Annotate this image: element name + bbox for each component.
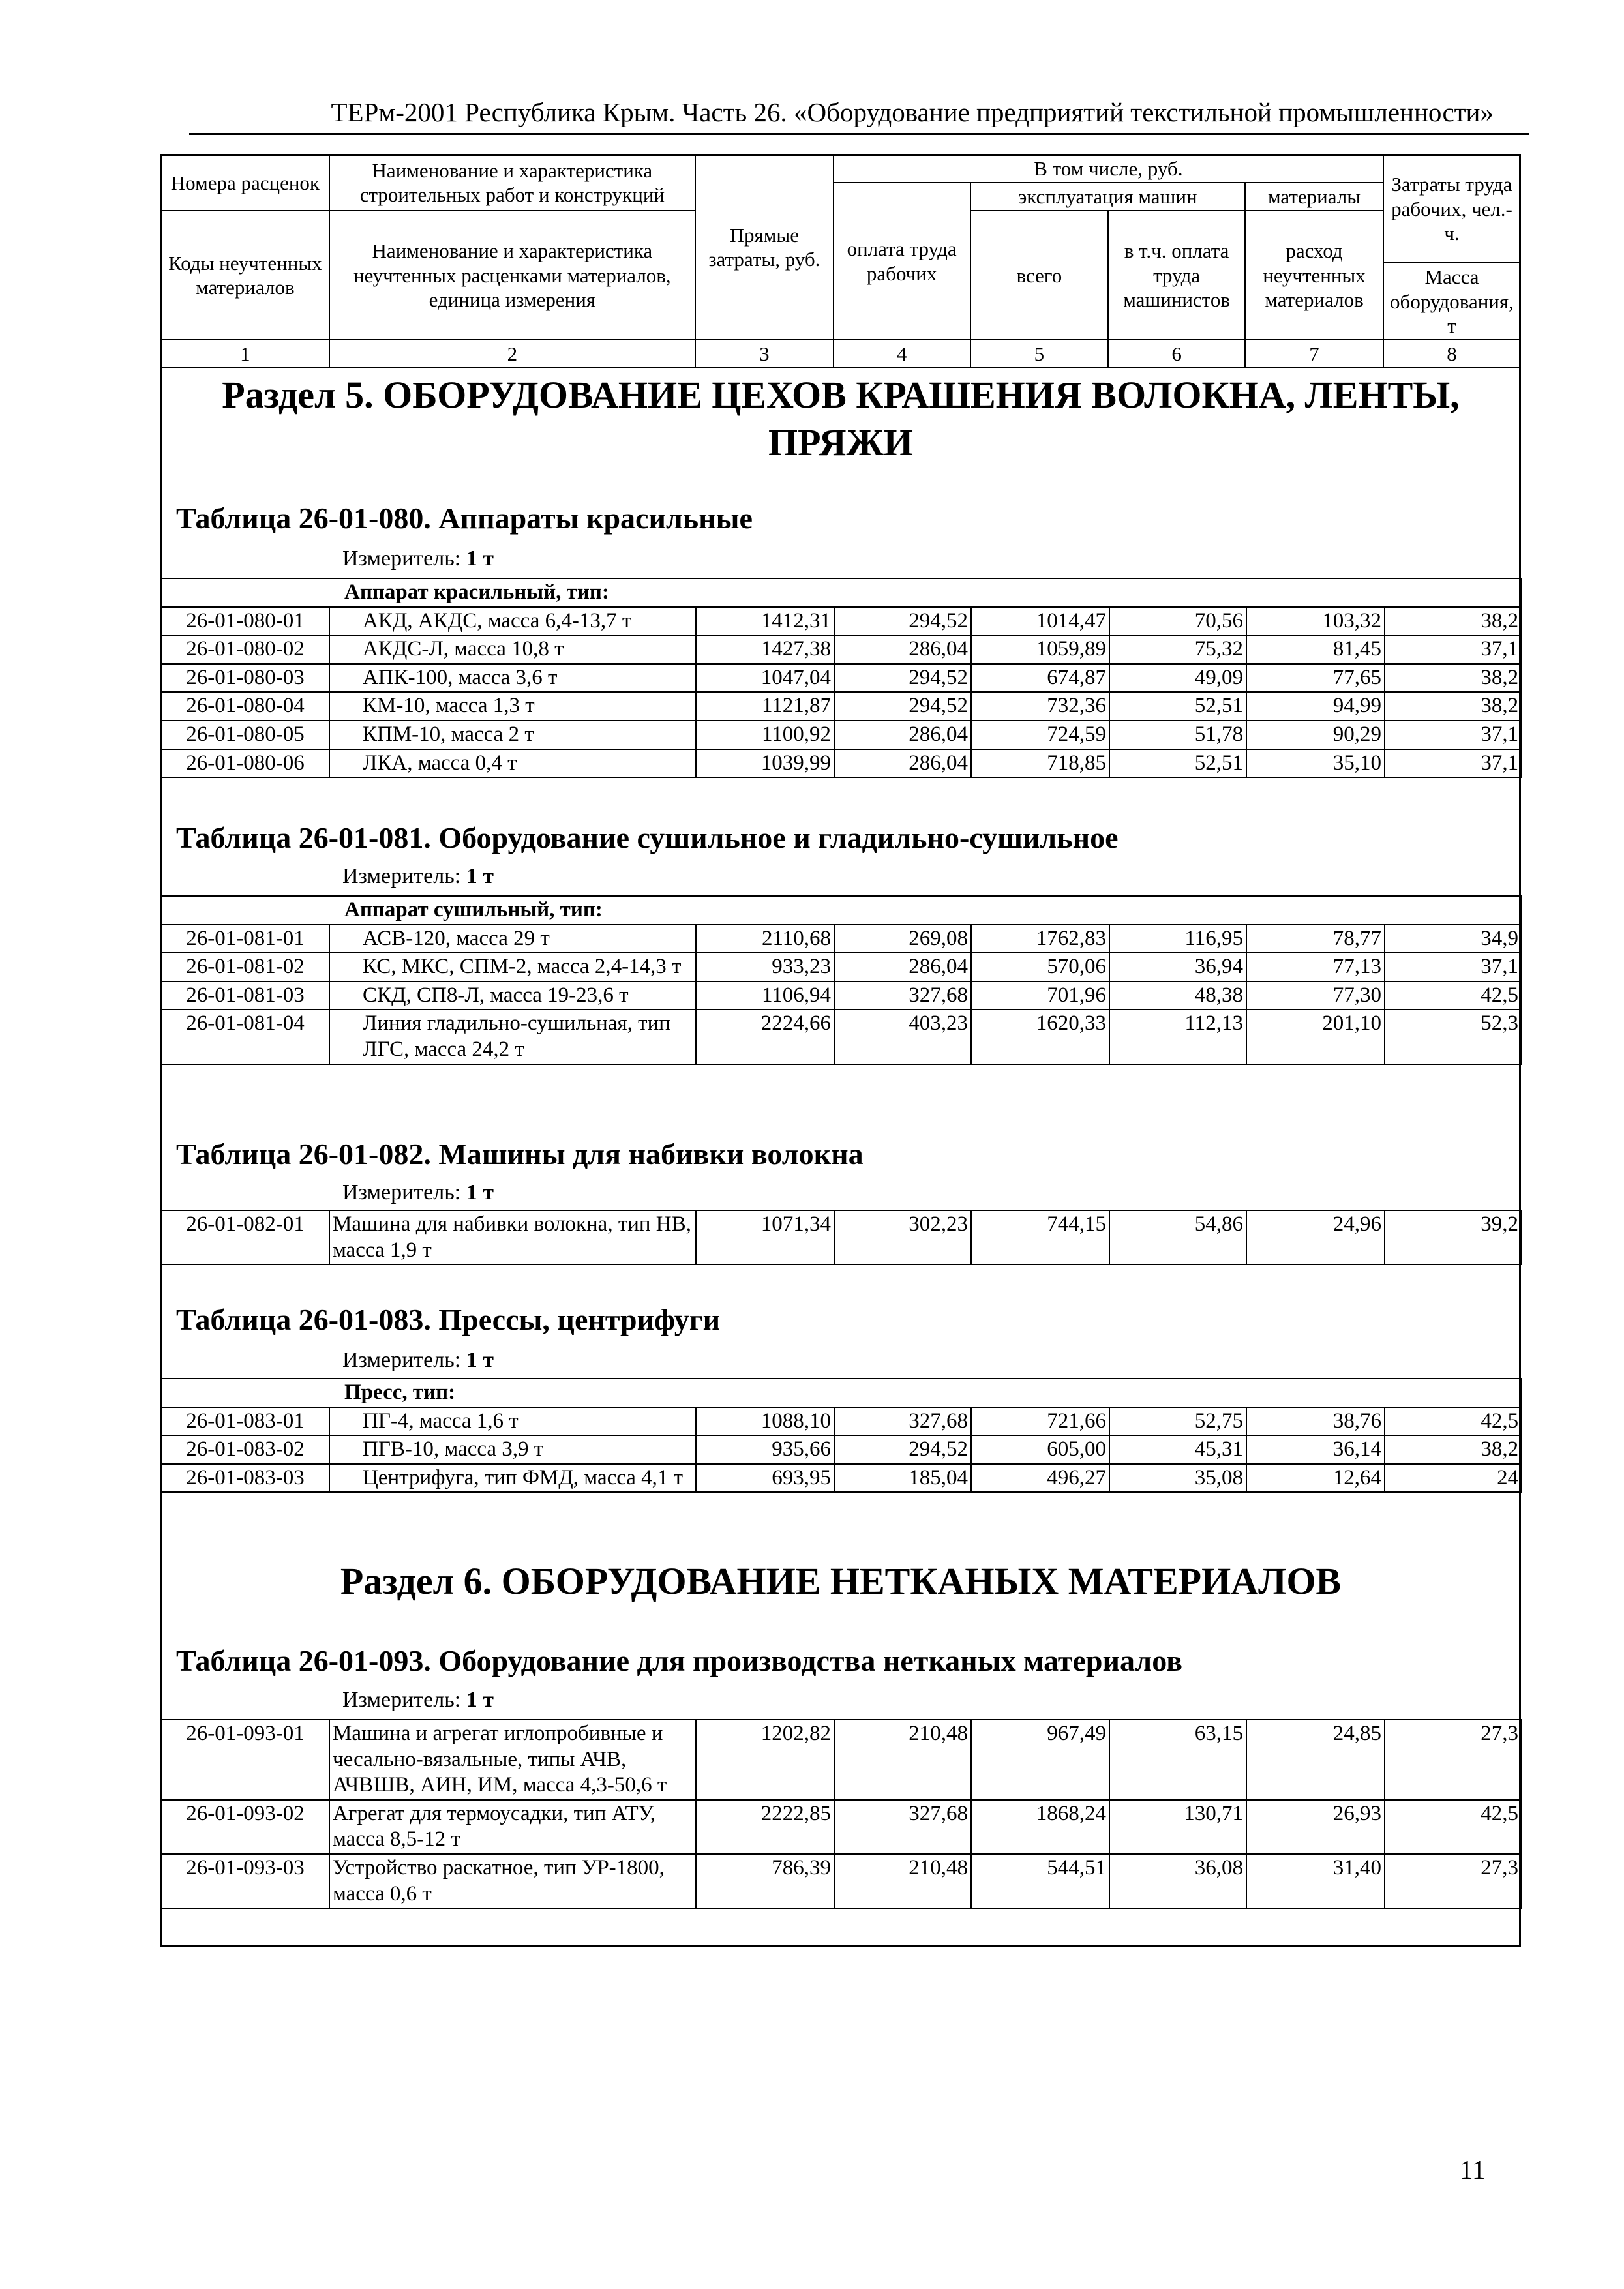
section-5-title: Раздел 5. ОБОРУДОВАНИЕ ЦЕХОВ КРАШЕНИЯ ВОЛОКНА, ЛЕНТЫ, ПРЯЖИ (222, 374, 1460, 464)
operator-cost-cell: 48,38 (1109, 981, 1246, 1010)
labor-cost-cell: 286,04 (834, 953, 971, 981)
table-row (161, 1407, 1522, 1436)
labor-cost-cell: 286,04 (834, 635, 971, 664)
material-cost-cell: 35,10 (1246, 749, 1385, 778)
direct-cost-cell: 1427,38 (696, 635, 834, 664)
machine-cost-cell: 674,87 (971, 664, 1109, 693)
machine-cost-cell: 967,49 (971, 1720, 1109, 1800)
labor-hours-cell: 38,2 (1385, 692, 1522, 721)
col-number-3: 3 (695, 340, 834, 368)
table-row (161, 953, 1522, 981)
group-label: Пресс, тип: (161, 1379, 1522, 1407)
work-name-cell: КМ-10, масса 1,3 т (329, 692, 696, 721)
col-number-1: 1 (161, 340, 329, 368)
table-row (161, 1464, 1522, 1493)
machine-cost-cell: 1014,47 (971, 607, 1109, 636)
col2-top-header: Наименование и характеристика строительных работ и конструкций (329, 155, 695, 211)
col1-bottom-header: Коды неучтенных материалов (161, 211, 329, 340)
machine-cost-cell: 1059,89 (971, 635, 1109, 664)
unit-label: Измеритель: (342, 1180, 461, 1204)
direct-cost-cell: 786,39 (696, 1854, 834, 1908)
rate-code-cell: 26-01-081-01 (161, 925, 329, 953)
labor-hours-cell: 52,3 (1385, 1010, 1522, 1064)
rate-code-cell: 26-01-083-01 (161, 1407, 329, 1436)
direct-cost-cell: 1039,99 (696, 749, 834, 778)
direct-cost-cell: 1100,92 (696, 721, 834, 749)
table-row (161, 1720, 1522, 1800)
table-row (161, 635, 1522, 664)
labor-hours-cell: 34,9 (1385, 925, 1522, 953)
table-row (161, 1800, 1522, 1854)
col8-top-header: Затраты труда рабочих, чел.-ч. (1383, 155, 1520, 263)
table-row (161, 607, 1522, 636)
labor-cost-cell: 294,52 (834, 664, 971, 693)
running-header: ТЕРм-2001 Республика Крым. Часть 26. «Оборудование предприятий текстильной промышленности» (331, 97, 1494, 127)
material-cost-cell: 12,64 (1246, 1464, 1385, 1493)
direct-cost-cell: 2222,85 (696, 1800, 834, 1854)
unit-label: Измеритель: (342, 864, 461, 888)
operator-cost-cell: 54,86 (1109, 1210, 1246, 1264)
operator-cost-cell: 36,94 (1109, 953, 1246, 981)
group-row (161, 1379, 1522, 1407)
unit-label: Измеритель: (342, 1688, 461, 1712)
direct-cost-cell: 935,66 (696, 1435, 834, 1464)
material-cost-cell: 77,13 (1246, 953, 1385, 981)
labor-hours-cell: 37,1 (1385, 635, 1522, 664)
material-cost-cell: 31,40 (1246, 1854, 1385, 1908)
machine-cost-cell: 718,85 (971, 749, 1109, 778)
machine-cost-cell: 724,59 (971, 721, 1109, 749)
unit-value: 1 т (466, 546, 494, 571)
direct-cost-cell: 1412,31 (696, 607, 834, 636)
operator-cost-cell: 63,15 (1109, 1720, 1246, 1800)
rate-code-cell: 26-01-081-02 (161, 953, 329, 981)
unit-label: Измеритель: (342, 546, 461, 571)
operator-cost-cell: 52,51 (1109, 692, 1246, 721)
work-name-cell: ПГ-4, масса 1,6 т (329, 1407, 696, 1436)
direct-cost-cell: 2110,68 (696, 925, 834, 953)
unit-value: 1 т (466, 1180, 494, 1204)
machine-cost-cell: 1620,33 (971, 1010, 1109, 1064)
rate-code-cell: 26-01-082-01 (161, 1210, 329, 1264)
labor-cost-cell: 286,04 (834, 721, 971, 749)
table-083-unit (342, 1348, 494, 1373)
work-name-cell: АСВ-120, масса 29 т (329, 925, 696, 953)
col7-bottom-header: расход неучтенных материалов (1245, 211, 1383, 340)
labor-hours-cell: 39,2 (1385, 1210, 1522, 1264)
labor-cost-cell: 302,23 (834, 1210, 971, 1264)
labor-hours-cell: 37,1 (1385, 721, 1522, 749)
col-number-2: 2 (329, 340, 695, 368)
col7-top-header: материалы (1245, 183, 1383, 211)
table-row (161, 721, 1522, 749)
col-number-8: 8 (1383, 340, 1520, 368)
col4-header: оплата труда рабочих (834, 183, 970, 340)
rate-code-cell: 26-01-093-02 (161, 1800, 329, 1854)
operator-cost-cell: 36,08 (1109, 1854, 1246, 1908)
table-row (161, 692, 1522, 721)
machine-cost-cell: 744,15 (971, 1210, 1109, 1264)
rate-code-cell: 26-01-083-02 (161, 1435, 329, 1464)
column-header-table (160, 154, 1521, 368)
labor-cost-cell: 327,68 (834, 1407, 971, 1436)
table-083 (160, 1378, 1522, 1493)
table-row (161, 664, 1522, 693)
table-row (161, 1210, 1522, 1264)
rate-code-cell: 26-01-080-04 (161, 692, 329, 721)
operator-cost-cell: 130,71 (1109, 1800, 1246, 1854)
work-name-cell: АПК-100, масса 3,6 т (329, 664, 696, 693)
col5-header: всего (970, 211, 1109, 340)
table-080 (160, 578, 1522, 778)
material-cost-cell: 36,14 (1246, 1435, 1385, 1464)
group-label: Аппарат красильный, тип: (161, 578, 1522, 607)
operator-cost-cell: 112,13 (1109, 1010, 1246, 1064)
operator-cost-cell: 49,09 (1109, 664, 1246, 693)
table-093-title: Таблица 26-01-093. Оборудование для производства нетканых материалов (176, 1644, 1182, 1677)
labor-cost-cell: 294,52 (834, 692, 971, 721)
col-number-4: 4 (834, 340, 970, 368)
work-name-cell: Устройство раскатное, тип УР-1800, масса 0,6 т (329, 1854, 696, 1908)
section-6-title: Раздел 6. ОБОРУДОВАНИЕ НЕТКАНЫХ МАТЕРИАЛОВ (340, 1560, 1342, 1602)
direct-cost-cell: 1202,82 (696, 1720, 834, 1800)
labor-hours-cell: 42,5 (1385, 981, 1522, 1010)
machine-cost-cell: 1868,24 (971, 1800, 1109, 1854)
material-cost-cell: 78,77 (1246, 925, 1385, 953)
table-row (161, 1010, 1522, 1064)
machine-cost-cell: 605,00 (971, 1435, 1109, 1464)
direct-cost-cell: 2224,66 (696, 1010, 834, 1064)
direct-cost-cell: 1071,34 (696, 1210, 834, 1264)
header-rule (189, 133, 1529, 135)
machine-cost-cell: 1762,83 (971, 925, 1109, 953)
direct-cost-cell: 693,95 (696, 1464, 834, 1493)
work-name-cell: ЛКА, масса 0,4 т (329, 749, 696, 778)
col6-header: в т.ч. оплата труда машинистов (1108, 211, 1245, 340)
labor-hours-cell: 27,3 (1385, 1720, 1522, 1800)
machine-cost-cell: 570,06 (971, 953, 1109, 981)
work-name-cell: КПМ-10, масса 2 т (329, 721, 696, 749)
rate-code-cell: 26-01-083-03 (161, 1464, 329, 1493)
operator-cost-cell: 45,31 (1109, 1435, 1246, 1464)
table-082-unit (342, 1180, 494, 1205)
material-cost-cell: 77,65 (1246, 664, 1385, 693)
table-row (161, 1854, 1522, 1908)
rate-code-cell: 26-01-093-03 (161, 1854, 329, 1908)
operator-cost-cell: 75,32 (1109, 635, 1246, 664)
material-cost-cell: 38,76 (1246, 1407, 1385, 1436)
labor-hours-cell: 38,2 (1385, 664, 1522, 693)
col-number-7: 7 (1245, 340, 1383, 368)
labor-hours-cell: 24 (1385, 1464, 1522, 1493)
col2-bottom-header: Наименование и характеристика неучтенных расценками материалов, единица измерения (329, 211, 695, 340)
col3-header: Прямые затраты, руб. (695, 155, 834, 340)
labor-cost-cell: 327,68 (834, 981, 971, 1010)
group-row (161, 578, 1522, 607)
machines-header: эксплуатация машин (970, 183, 1246, 211)
direct-cost-cell: 1106,94 (696, 981, 834, 1010)
labor-hours-cell: 27,3 (1385, 1854, 1522, 1908)
labor-cost-cell: 403,23 (834, 1010, 971, 1064)
material-cost-cell: 81,45 (1246, 635, 1385, 664)
work-name-cell: СКД, СП8-Л, масса 19-23,6 т (329, 981, 696, 1010)
labor-cost-cell: 210,48 (834, 1854, 971, 1908)
labor-cost-cell: 185,04 (834, 1464, 971, 1493)
material-cost-cell: 77,30 (1246, 981, 1385, 1010)
incl-header: В том числе, руб. (834, 155, 1383, 183)
machine-cost-cell: 544,51 (971, 1854, 1109, 1908)
work-name-cell: КС, МКС, СПМ-2, масса 2,4-14,3 т (329, 953, 696, 981)
unit-value: 1 т (466, 1688, 494, 1712)
rate-code-cell: 26-01-093-01 (161, 1720, 329, 1800)
direct-cost-cell: 1047,04 (696, 664, 834, 693)
operator-cost-cell: 70,56 (1109, 607, 1246, 636)
table-093-unit (342, 1688, 494, 1713)
group-row (161, 896, 1522, 925)
work-name-cell: АКДС-Л, масса 10,8 т (329, 635, 696, 664)
col-number-5: 5 (970, 340, 1109, 368)
direct-cost-cell: 1088,10 (696, 1407, 834, 1436)
labor-cost-cell: 294,52 (834, 1435, 971, 1464)
labor-hours-cell: 37,1 (1385, 749, 1522, 778)
work-name-cell: Линия гладильно-сушильная, тип ЛГС, масса 24,2 т (329, 1010, 696, 1064)
labor-cost-cell: 210,48 (834, 1720, 971, 1800)
operator-cost-cell: 35,08 (1109, 1464, 1246, 1493)
machine-cost-cell: 701,96 (971, 981, 1109, 1010)
labor-cost-cell: 269,08 (834, 925, 971, 953)
table-080-unit (342, 546, 494, 571)
work-name-cell: Машина и агрегат иглопробивные и чесально-вязальные, типы АЧВ, АЧВШВ, АИН, ИМ, масса 4,3-50,6 т (329, 1720, 696, 1800)
material-cost-cell: 26,93 (1246, 1800, 1385, 1854)
material-cost-cell: 94,99 (1246, 692, 1385, 721)
rate-code-cell: 26-01-080-02 (161, 635, 329, 664)
operator-cost-cell: 116,95 (1109, 925, 1246, 953)
work-name-cell: Машина для набивки волокна, тип НВ, масса 1,9 т (329, 1210, 696, 1264)
machine-cost-cell: 721,66 (971, 1407, 1109, 1436)
table-093 (160, 1719, 1522, 1909)
col-number-6: 6 (1108, 340, 1245, 368)
material-cost-cell: 24,85 (1246, 1720, 1385, 1800)
table-081-unit (342, 864, 494, 889)
work-name-cell: Центрифуга, тип ФМД, масса 4,1 т (329, 1464, 696, 1493)
page-number: 11 (1460, 2155, 1486, 2185)
machine-cost-cell: 496,27 (971, 1464, 1109, 1493)
work-name-cell: АКД, АКДС, масса 6,4-13,7 т (329, 607, 696, 636)
work-name-cell: Агрегат для термоусадки, тип АТУ, масса 8,5-12 т (329, 1800, 696, 1854)
unit-label: Измеритель: (342, 1348, 461, 1372)
labor-hours-cell: 38,2 (1385, 1435, 1522, 1464)
labor-cost-cell: 294,52 (834, 607, 971, 636)
rate-code-cell: 26-01-080-05 (161, 721, 329, 749)
group-label: Аппарат сушильный, тип: (161, 896, 1522, 925)
table-082-title: Таблица 26-01-082. Машины для набивки волокна (176, 1137, 864, 1171)
table-082 (160, 1210, 1522, 1265)
material-cost-cell: 24,96 (1246, 1210, 1385, 1264)
material-cost-cell: 90,29 (1246, 721, 1385, 749)
rate-code-cell: 26-01-080-06 (161, 749, 329, 778)
operator-cost-cell: 52,75 (1109, 1407, 1246, 1436)
table-row (161, 749, 1522, 778)
table-081-title: Таблица 26-01-081. Оборудование сушильное и гладильно-сушильное (176, 821, 1119, 854)
operator-cost-cell: 52,51 (1109, 749, 1246, 778)
table-080-title: Таблица 26-01-080. Аппараты красильные (176, 501, 753, 535)
table-row (161, 925, 1522, 953)
col8-bottom-header: Масса оборудования, т (1383, 263, 1520, 340)
table-083-title: Таблица 26-01-083. Прессы, центрифуги (176, 1303, 721, 1336)
machine-cost-cell: 732,36 (971, 692, 1109, 721)
table-081 (160, 895, 1522, 1065)
labor-hours-cell: 37,1 (1385, 953, 1522, 981)
labor-hours-cell: 38,2 (1385, 607, 1522, 636)
material-cost-cell: 103,32 (1246, 607, 1385, 636)
material-cost-cell: 201,10 (1246, 1010, 1385, 1064)
rate-code-cell: 26-01-080-03 (161, 664, 329, 693)
rate-code-cell: 26-01-080-01 (161, 607, 329, 636)
direct-cost-cell: 933,23 (696, 953, 834, 981)
direct-cost-cell: 1121,87 (696, 692, 834, 721)
table-row (161, 981, 1522, 1010)
labor-cost-cell: 327,68 (834, 1800, 971, 1854)
operator-cost-cell: 51,78 (1109, 721, 1246, 749)
rate-code-cell: 26-01-081-04 (161, 1010, 329, 1064)
rate-code-cell: 26-01-081-03 (161, 981, 329, 1010)
unit-value: 1 т (466, 1348, 494, 1372)
col1-top-header: Номера расценок (161, 155, 329, 211)
work-name-cell: ПГВ-10, масса 3,9 т (329, 1435, 696, 1464)
labor-hours-cell: 42,5 (1385, 1800, 1522, 1854)
labor-hours-cell: 42,5 (1385, 1407, 1522, 1436)
labor-cost-cell: 286,04 (834, 749, 971, 778)
unit-value: 1 т (466, 864, 494, 888)
table-row (161, 1435, 1522, 1464)
